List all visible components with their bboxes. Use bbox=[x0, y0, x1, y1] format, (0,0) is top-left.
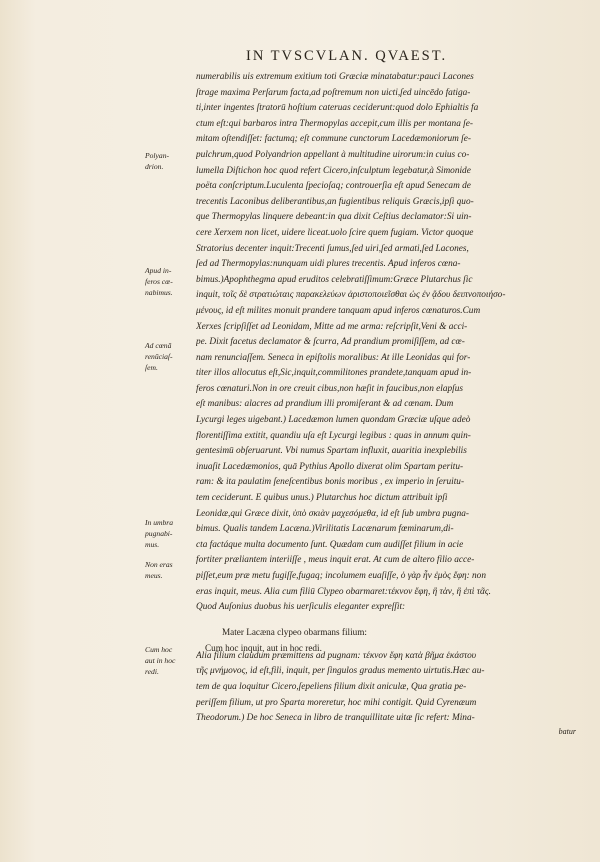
text-line: tem de qua loquitur Cicero,ſepeliens filium dixit aniculæ, Qua gratia pe- bbox=[196, 681, 467, 692]
verse-line: Cum hoc inquit, aut in hoc redi. bbox=[205, 643, 322, 653]
text-line: Xerxes ſcripſiſſet ad Leonidam, Mitte ad me arma: reſcripſit,Veni & acci- bbox=[196, 321, 468, 332]
margin-note-line: renūciaſ- bbox=[145, 352, 173, 361]
text-line: Lycurgi leges uigebant.) Lacedæmon lumen quondam Græciæ uſque adeò bbox=[196, 415, 471, 426]
margin-note-ad-coenam bbox=[145, 340, 197, 373]
text-line: eras inquit, meus. Alia cum filiū Clypeo obarmaret:τέκνον ἔφη, ἢ τὰν, ἢ ἐπὶ τᾶς. bbox=[196, 586, 491, 597]
text-line: ctum eſt:qui barbaros intra Thermopylas accepit,cum illis per montana ſe- bbox=[196, 118, 473, 129]
margin-note-line: feros cœ- bbox=[145, 277, 173, 286]
text-line: florentiſſima extitit, quandiu uſa eſt Lycurgi legibus : quas in annum quin- bbox=[196, 430, 471, 441]
margin-note-line: ſem. bbox=[145, 363, 158, 372]
text-line: lumella Diſtichon hoc quod refert Cicero,inſculptum legebatur,à Simonide bbox=[196, 165, 471, 176]
text-line: pulchrum,quod Polyandrion appellant à multitudine uirorum:in cuius co- bbox=[196, 149, 470, 160]
text-line: piſſet,eum præ metu fugiſſe,fugaq; incolumem euaſiſſe, ὁ γὰρ ἦν ἐμὸς ἔφη: non bbox=[196, 571, 486, 581]
text-line: numerabilis uis extremum exitium toti Græciæ minatabatur:pauci Lacones bbox=[196, 72, 474, 82]
text-line: gentesimū obſeruarunt. Vbi numus Spartam influxit, auaritia inexplebilis bbox=[196, 446, 467, 457]
margin-note-line: aut in hoc bbox=[145, 656, 176, 665]
text-line: pe. Dixit facetus declamator & ſcurra, Ad prandium promiſiſſem, ad cœ- bbox=[196, 337, 465, 348]
text-line: periſſem filium, ut pro Sparta moreretur, hoc mihi contigit. Quid Cyrenæum bbox=[196, 697, 477, 708]
text-line: cta factáque multa documento ſunt. Quædam cum audiſſet filium in acie bbox=[196, 539, 464, 550]
text-line: eſt manibus: alacres ad prandium illi promiſerant & ad cœnam. Dum bbox=[196, 399, 454, 410]
running-header: IN TVSCVLAN. QVAEST. bbox=[246, 48, 448, 64]
text-line: bimus. Qualis tandem Lacæna.)Virilitatis Lacænarum fœminarum,di- bbox=[196, 524, 454, 535]
text-line: ſed ad Thermopylas:nunquam uidi plures trecentis. Apud inferos cœna- bbox=[196, 259, 461, 270]
text-line: Stratorius decenter inquit:Trecenti ſumus,ſed uiri,ſed armati,ſed Lacones, bbox=[196, 243, 469, 254]
margin-note-line: drion. bbox=[145, 162, 164, 171]
text-line: cere Xerxem non licet, uidere liceat.uolo ſcire quem fugiam. Victor quoque bbox=[196, 227, 474, 238]
text-line: τῆς μνήμονος, id eſt,fili, inquit, per ſingulos gradus memento uirtutis.Hæc au- bbox=[196, 666, 485, 677]
margin-note-polyandrion bbox=[145, 150, 197, 172]
text-line: nam renunciaſſem. Seneca in epiſtolis moralibus: At ille Leonidas qui for- bbox=[196, 352, 471, 363]
margin-note-line: Cum hoc bbox=[145, 645, 173, 654]
text-line: μένους, id eſt milites monuit prandere tanquam apud inferos cœnaturos.Cum bbox=[196, 305, 481, 316]
text-line: mitam oſtendiſſet: factumq; eſt commune cunctorum Lacedæmoniorum ſe- bbox=[196, 134, 471, 145]
text-line: tem ceciderunt. E quibus unus.) Plutarchus hoc dictum attribuit ipſi bbox=[196, 493, 448, 504]
text-line: Theodorum.) De hoc Seneca in libro de tranquillitate uitæ ſic refert: Mina- bbox=[196, 713, 475, 724]
text-line: ſtrage maxima Perſarum facta,ad poſtremum non uicti,ſed uincēdo fatiga- bbox=[196, 87, 471, 98]
margin-note-line: Non eras bbox=[145, 560, 173, 569]
text-line: Alia filium claudum præmittens ad pugnam: τέκνον ἔφη κατὰ βῆμα ἑκάστου bbox=[196, 650, 477, 661]
text-line: ram: & ita paulatim ſeneſcentibus bonis moribus , ex imperio in ſeruitu- bbox=[196, 477, 465, 488]
text-line: feros cœnaturi.Non in ore creuit cibus,non hæſit in faucibus,non elapſus bbox=[196, 383, 464, 394]
verse-line: Mater Lacæna clypeo obarmans filium: bbox=[222, 627, 367, 637]
text-line: Leonidæ,qui Græce dixit, ὑπὸ σκιὰν μαχεσόμεθα, id eſt ſub umbra pugna- bbox=[196, 508, 469, 519]
margin-note-line: mus. bbox=[145, 540, 160, 549]
margin-note-line: nabimus. bbox=[145, 288, 173, 297]
text-line: ti,inter ingentes ſtratorū hoſtium cateruas ceciderunt:quod dolo Ephialtis fa bbox=[196, 103, 479, 114]
margin-note-apud-inferos bbox=[145, 265, 197, 298]
text-line: poëta conſcriptum.Luculenta ſpecioſaq; controuerſia eſt apud Senecam de bbox=[196, 181, 471, 192]
margin-note-non-eras bbox=[145, 559, 197, 581]
margin-note-line: In umbra bbox=[145, 518, 174, 527]
margin-note-line: pugnabi- bbox=[145, 529, 173, 538]
catchword: batur bbox=[558, 726, 576, 736]
text-line: trecentis Laconibus deliberantibus,an fugientibus reliquis Græcis,ipſi quo- bbox=[196, 196, 474, 207]
margin-note-line: Ad cœnā bbox=[145, 341, 172, 350]
margin-note-line: Apud in- bbox=[145, 266, 172, 275]
text-line: Quod Auſonius duobus his uerſiculis eleganter expreſſit: bbox=[196, 602, 406, 613]
text-line: inuaſit Lacedæmonios, quā Pythius Apollo dixerat olim Spartam peritu- bbox=[196, 461, 464, 472]
text-line: que Thermopylas linquere debeant:in qua dixit Ceſtius declamator:Si uin- bbox=[196, 212, 472, 223]
text-line: titer illos allocutus eſt,Sic,inquit,commilitones prandete,tanquam apud in- bbox=[196, 368, 472, 379]
margin-note-line: redi. bbox=[145, 667, 159, 676]
text-line: inquit, τοῖς δὲ στρατιώταις παρακελεύων ἀριστοποιεῖσθαι ὡς ἐν ᾅδου δειπνοποιήσο- bbox=[196, 290, 506, 301]
text-line: bimus.)Apophthegma apud eruditos celebratiſſimum:Græce Plutarchus ſic bbox=[196, 274, 473, 285]
margin-note-cum-hoc bbox=[145, 644, 197, 677]
margin-note-line: meus. bbox=[145, 571, 163, 580]
margin-note-line: Polyan- bbox=[145, 151, 170, 160]
text-line: fortiter præliantem interiiſſe , meus inquit erat. At cum de altero filio acce- bbox=[196, 555, 475, 566]
margin-note-in-umbra bbox=[145, 517, 197, 550]
